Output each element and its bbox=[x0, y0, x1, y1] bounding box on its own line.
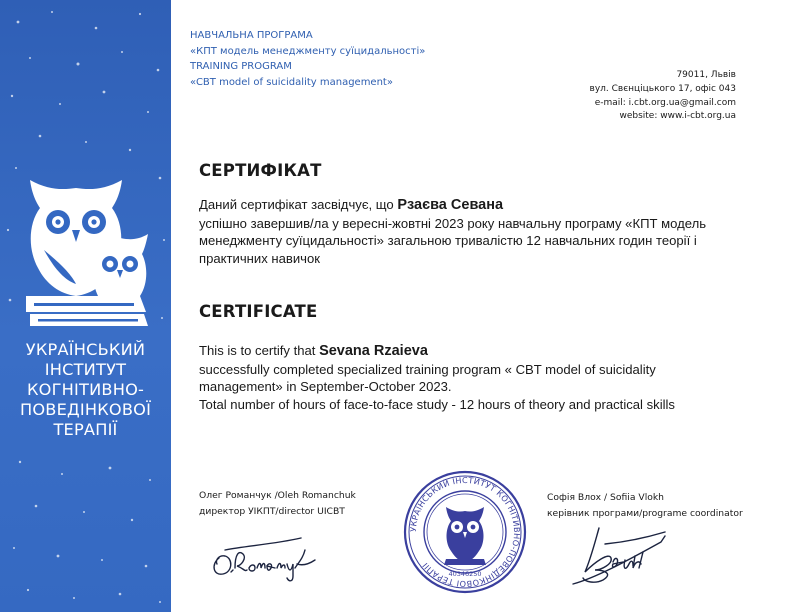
program-name-en: «CBT model of suicidality management» bbox=[190, 76, 393, 88]
body-line: успішно завершив/ла у вересні-жовтні 2023 року навчальну програму «КПТ модель bbox=[199, 215, 707, 231]
intro-text: Даний сертифікат засвідчує, що bbox=[199, 197, 398, 212]
certificate-body-en bbox=[199, 342, 759, 413]
body-line: management» in September-October 2023. bbox=[199, 379, 452, 394]
intro-text: This is to certify that bbox=[199, 343, 320, 358]
contact-address bbox=[590, 69, 736, 124]
official-seal-icon bbox=[402, 469, 528, 595]
address-street: вул. Свєнціцького 17, офіс 043 bbox=[589, 83, 736, 94]
body-line: Total number of hours of face-to-face study - 12 hours of theory and practical skills bbox=[199, 396, 675, 412]
certificate-heading-en: CERTIFICATE bbox=[199, 302, 318, 321]
signer-director bbox=[199, 488, 356, 519]
body-line: менеджменту суїцидальності» загальною тривалістю 12 навчальних годин теорії і bbox=[199, 233, 697, 248]
institute-name bbox=[0, 340, 171, 440]
address-city: 79011, Львів bbox=[676, 70, 736, 80]
recipient-name-en: Sevana Rzaieva bbox=[319, 343, 428, 359]
owls-on-books-icon bbox=[20, 172, 152, 328]
body-line: successfully completed specialized training program « CBT model of suicidality bbox=[199, 361, 656, 377]
seal-ring-text-path: УКРАЇНСЬКИЙ ІНСТИТУТ КОГНІТИВНО-ПОВЕДІНКОВОЇ ТЕРАПІЇ bbox=[407, 474, 523, 590]
address-website: website: www.i-cbt.org.ua bbox=[619, 111, 736, 122]
signer-name: Софія Влох / Sofiia Vlokh bbox=[547, 492, 665, 503]
sidebar-panel bbox=[0, 0, 171, 612]
certificate-intro-line-en bbox=[199, 342, 759, 361]
institute-name-line: КОГНІТИВНО- bbox=[26, 380, 145, 399]
program-name-ua: «КПТ модель менеджменту суїцидальності» bbox=[190, 45, 426, 57]
director-signature-icon bbox=[205, 528, 327, 584]
certificate-body-ua bbox=[199, 196, 759, 267]
institute-name-line: ТЕРАПІЇ bbox=[53, 420, 118, 439]
program-header bbox=[190, 28, 425, 90]
recipient-name-ua: Рзаєва Севана bbox=[397, 197, 504, 213]
program-label-en: TRAINING PROGRAM bbox=[190, 61, 292, 72]
signer-title: керівник програми/programe coordinator bbox=[547, 507, 743, 519]
signer-name: Олег Романчук /Oleh Romanchuk bbox=[199, 490, 356, 501]
institute-name-line: УКРАЇНСЬКИЙ bbox=[25, 340, 146, 359]
institute-name-line: ІНСТИТУТ bbox=[44, 360, 127, 379]
signer-title: директор УІКПТ/director UICBT bbox=[199, 505, 345, 517]
coordinator-signature-icon bbox=[565, 522, 680, 588]
institute-name-line: ПОВЕДІНКОВОЇ bbox=[19, 400, 152, 419]
program-label-ua: НАВЧАЛЬНА ПРОГРАМА bbox=[190, 30, 313, 41]
address-email: e-mail: i.cbt.org.ua@gmail.com bbox=[594, 97, 736, 108]
certificate-heading-ua: СЕРТИФІКАТ bbox=[199, 161, 322, 180]
body-line: практичних навичок bbox=[199, 250, 321, 266]
certificate-intro-line-ua bbox=[199, 196, 759, 215]
signer-coordinator bbox=[547, 490, 743, 521]
seal-code: 40346250 bbox=[448, 570, 482, 578]
